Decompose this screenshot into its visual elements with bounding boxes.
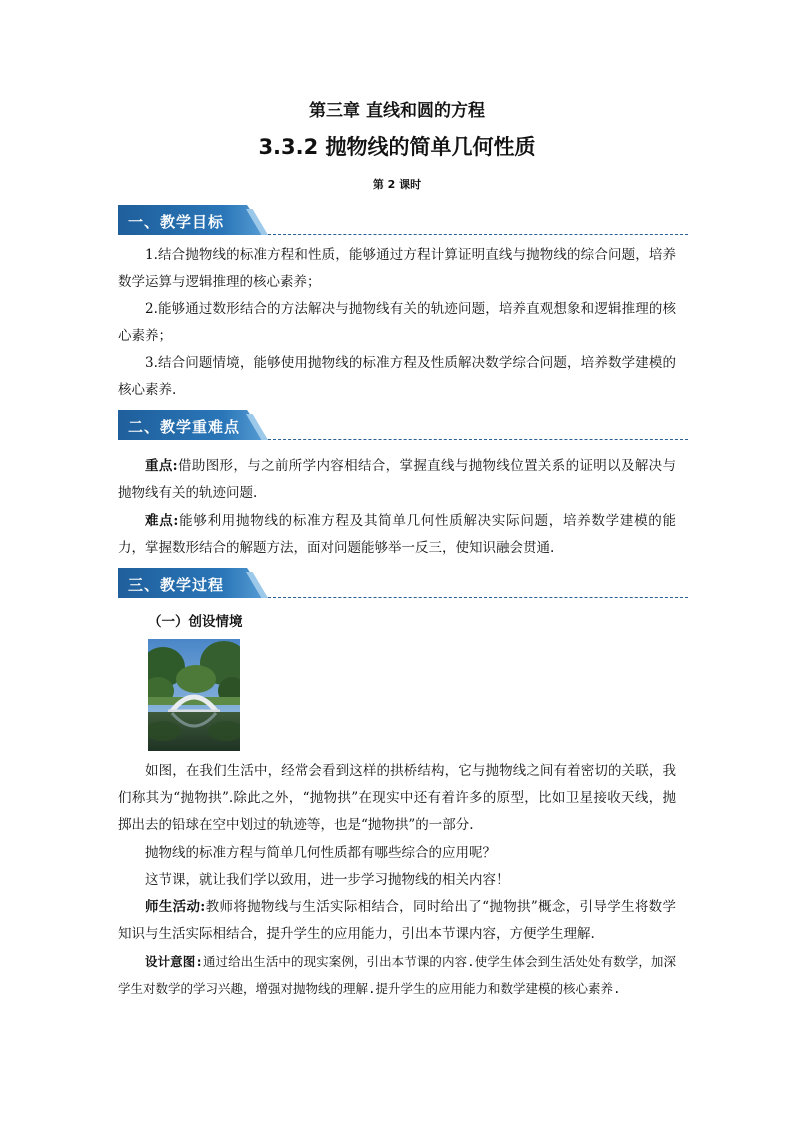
arch-bridge-photo	[148, 639, 240, 751]
design-intent-paragraph	[118, 948, 676, 1002]
section-title: 二、教学重难点	[128, 418, 241, 436]
question-paragraph: 抛物线的标准方程与简单几何性质都有哪些综合的应用呢？	[145, 845, 496, 861]
goal-item-1: 1.结合抛物线的标准方程和性质，能够通过方程计算证明直线与抛物线的综合问题，培养数学运算与逻辑推理的核心素养；	[118, 247, 676, 290]
scenario-paragraph: 如图，在我们生活中，经常会看到这样的拱桥结构，它与抛物线之间有着密切的关联，我们称其为“抛物拱”.除此之外，“抛物拱”在现实中还有着许多的原型，比如卫星接收天线，抛掷出去的铅球在空中划过的轨迹等，也是“抛物拱”的一部分.	[118, 763, 676, 833]
divider	[268, 234, 688, 235]
section-title: 一、教学目标	[128, 213, 225, 231]
section-header-goals	[118, 205, 688, 237]
difficult-point	[118, 508, 676, 562]
section-header-process	[118, 568, 688, 600]
activity-text: 教师将抛物线与生活实际相结合，同时给出了“抛物拱”概念，引导学生将数学知识与生活实际相结合，提升学生的应用能力，引出本节课内容，方便学生理解.	[118, 899, 676, 942]
diff-text: 能够利用抛物线的标准方程及其简单几何性质解决实际问题，培养数学建模的能力，掌握数形结合的解题方法，面对问题能够举一反三，使知识融会贯通.	[118, 513, 677, 556]
divider	[268, 439, 688, 440]
key-label: 重点:	[145, 458, 178, 474]
chapter-title: 第三章 直线和圆的方程	[309, 101, 485, 121]
intro-paragraph: 这节课，就让我们学以致用，进一步学习抛物线的相关内容！	[145, 872, 510, 888]
diff-label: 难点:	[145, 513, 179, 529]
activity-label: 师生活动:	[145, 899, 206, 915]
period-label: 第 2 课时	[372, 178, 422, 191]
lesson-title: 3.3.2 抛物线的简单几何性质	[258, 135, 536, 159]
key-text: 借助图形，与之前所学内容相结合，掌握直线与抛物线位置关系的证明以及解决与抛物线有关的轨迹问题.	[118, 458, 677, 501]
section-header-keypoints	[118, 410, 688, 442]
divider	[268, 597, 688, 598]
design-label: 设计意图:	[145, 954, 203, 969]
section-title: 三、教学过程	[128, 576, 225, 594]
arch-bridge-image	[148, 639, 240, 751]
design-text: 通过给出生活中的现实案例，引出本节课的内容.使学生体会到生活处处有数学，加深学生对数学的学习兴趣，增强对抛物线的理解.提升学生的应用能力和数学建模的核心素养.	[118, 954, 676, 996]
activity-paragraph	[118, 894, 676, 948]
goal-item-2: 2.能够通过数形结合的方法解决与抛物线有关的轨迹问题，培养直观想象和逻辑推理的核心素养；	[118, 301, 676, 344]
key-point	[118, 453, 676, 507]
subheading-scenario: （一）创设情境	[148, 614, 243, 630]
goal-item-3: 3.结合问题情境，能够使用抛物线的标准方程及性质解决数学综合问题，培养数学建模的核心素养.	[118, 355, 676, 398]
